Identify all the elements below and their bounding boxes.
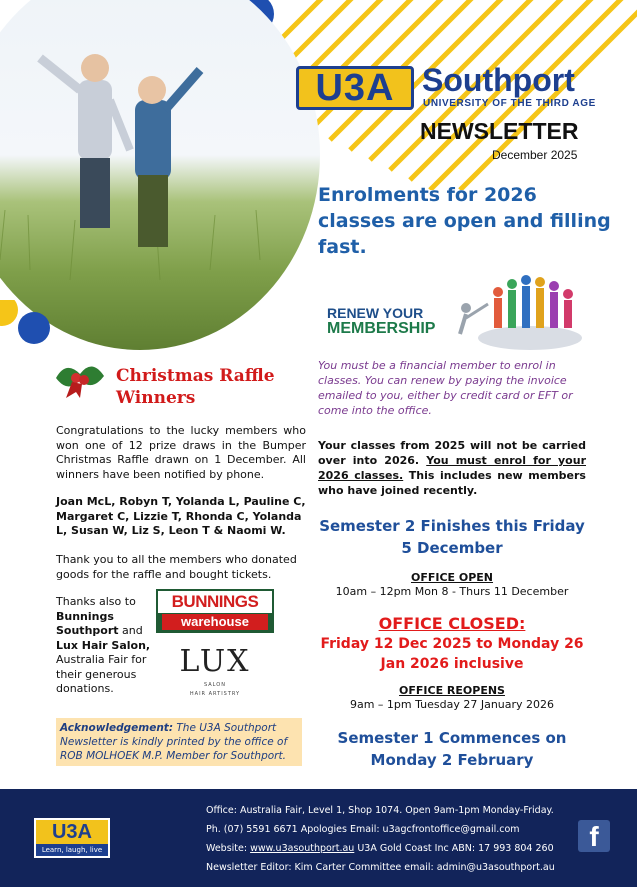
lux-logo: LUX bbox=[179, 644, 251, 679]
sponsors-post: Australia Fair for their generous donations. bbox=[56, 653, 147, 695]
u3a-logo-mark: U3A bbox=[296, 66, 414, 110]
office-open-label: OFFICE OPEN bbox=[410, 571, 494, 584]
facebook-icon[interactable]: f bbox=[578, 820, 610, 852]
acknowledgement-text: The U3A Southport Newsletter is kindly printed by the office of ROB MOLHOEK M.P. Member for Southport. bbox=[60, 722, 288, 762]
renew-membership-banner bbox=[327, 306, 435, 336]
footer-abn: U3A Gold Coast Inc ABN: 17 993 804 260 bbox=[354, 843, 554, 854]
office-closed-dates: Friday 12 Dec 2025 to Monday 26 Jan 2026 inclusive bbox=[320, 636, 584, 672]
footer-website-line bbox=[206, 843, 554, 854]
footer-office: Office: Australia Fair, Level 1, Shop 1074. Open 9am-1pm Monday-Friday. bbox=[206, 805, 554, 816]
footer-logo-mark: U3A bbox=[51, 821, 92, 843]
christmas-holly-icon bbox=[52, 352, 108, 400]
lux-logo-salon: SALON bbox=[204, 682, 226, 688]
classes-note-b: You must enrol for your 2026 classes. bbox=[318, 454, 586, 482]
office-reopens-time: 9am – 1pm Tuesday 27 January 2026 bbox=[349, 698, 555, 711]
footer-website-label: Website: bbox=[206, 843, 251, 854]
sponsor-lux: Lux Hair Salon, bbox=[56, 638, 151, 652]
renew-line2: MEMBERSHIP bbox=[327, 320, 436, 337]
footer-website-link[interactable]: www.u3asouthport.au bbox=[250, 843, 355, 854]
bunnings-logo-top: BUNNINGS bbox=[158, 591, 272, 613]
bunnings-logo-bottom: warehouse bbox=[162, 614, 268, 630]
classes-carryover-note bbox=[318, 438, 586, 498]
footer-u3a-logo bbox=[34, 818, 110, 858]
office-closed-label: OFFICE CLOSED: bbox=[378, 614, 526, 633]
financial-member-note: You must be a financial member to enrol in classes. You can renew by paying the invoice emailed to you, either by credit card or EFT or come into the office. bbox=[318, 359, 573, 417]
logo-subtitle: UNIVERSITY OF THE THIRD AGE bbox=[423, 98, 596, 109]
footer-editor: Newsletter Editor: Kim Carter Committee email: admin@u3asouthport.au bbox=[206, 862, 555, 873]
office-open-time: 10am – 12pm Mon 8 - Thurs 11 December bbox=[335, 585, 569, 598]
bunnings-logo bbox=[156, 589, 274, 633]
semester1-commences: Semester 1 Commences on Monday 2 February bbox=[337, 729, 567, 769]
raffle-winners: Joan McL, Robyn T, Yolanda L, Pauline C, Margaret C, Lizzie T, Rhonda C, Yolanda L, Susan W, Liz S, Leon T & Naomi W. bbox=[56, 495, 306, 537]
newsletter-date: December 2025 bbox=[492, 148, 578, 162]
lux-logo-sub bbox=[170, 682, 260, 697]
classes-note-c: This includes new members who have joined recently. bbox=[318, 469, 586, 497]
office-reopens-label: OFFICE REOPENS bbox=[399, 684, 505, 697]
acknowledgement-label: Acknowledgement: bbox=[60, 722, 174, 734]
membership-people-graphic bbox=[446, 268, 586, 352]
footer-phone: Ph. (07) 5591 6671 Apologies Email: u3agcfrontoffice@gmail.com bbox=[206, 824, 520, 835]
decorative-circles-left bbox=[0, 300, 60, 380]
sponsors-pre: Thanks also to bbox=[56, 595, 136, 608]
logo-name: Southport bbox=[422, 62, 575, 98]
raffle-thanks: Thank you to all the members who donated goods for the raffle and bought tickets. bbox=[56, 553, 297, 581]
hero-photo-happy-couple bbox=[0, 0, 320, 350]
enrolment-headline: Enrolments for 2026 classes are open and filling fast. bbox=[318, 184, 611, 258]
sponsor-thanks bbox=[56, 595, 156, 697]
lux-logo-artistry: HAIR ARTISTRY bbox=[189, 691, 241, 697]
raffle-title: Christmas Raffle Winners bbox=[116, 366, 275, 408]
classes-note-a: Your classes from 2025 will not be carried over into 2026. bbox=[318, 439, 586, 467]
acknowledgement-box bbox=[56, 718, 302, 766]
semester2-finishes: Semester 2 Finishes this Friday 5 December bbox=[319, 517, 585, 557]
sponsors-and: and bbox=[122, 624, 143, 637]
renew-line1: RENEW YOUR bbox=[327, 305, 424, 321]
sponsor-bunnings: Bunnings Southport bbox=[56, 609, 119, 637]
footer-logo-tagline: Learn, laugh, live bbox=[36, 844, 108, 856]
raffle-intro: Congratulations to the lucky members who won one of 12 prize draws in the Bumper Christmas Raffle drawn on 1 December. All winners have been notified by phone. bbox=[56, 424, 306, 481]
newsletter-title: NEWSLETTER bbox=[420, 118, 579, 144]
